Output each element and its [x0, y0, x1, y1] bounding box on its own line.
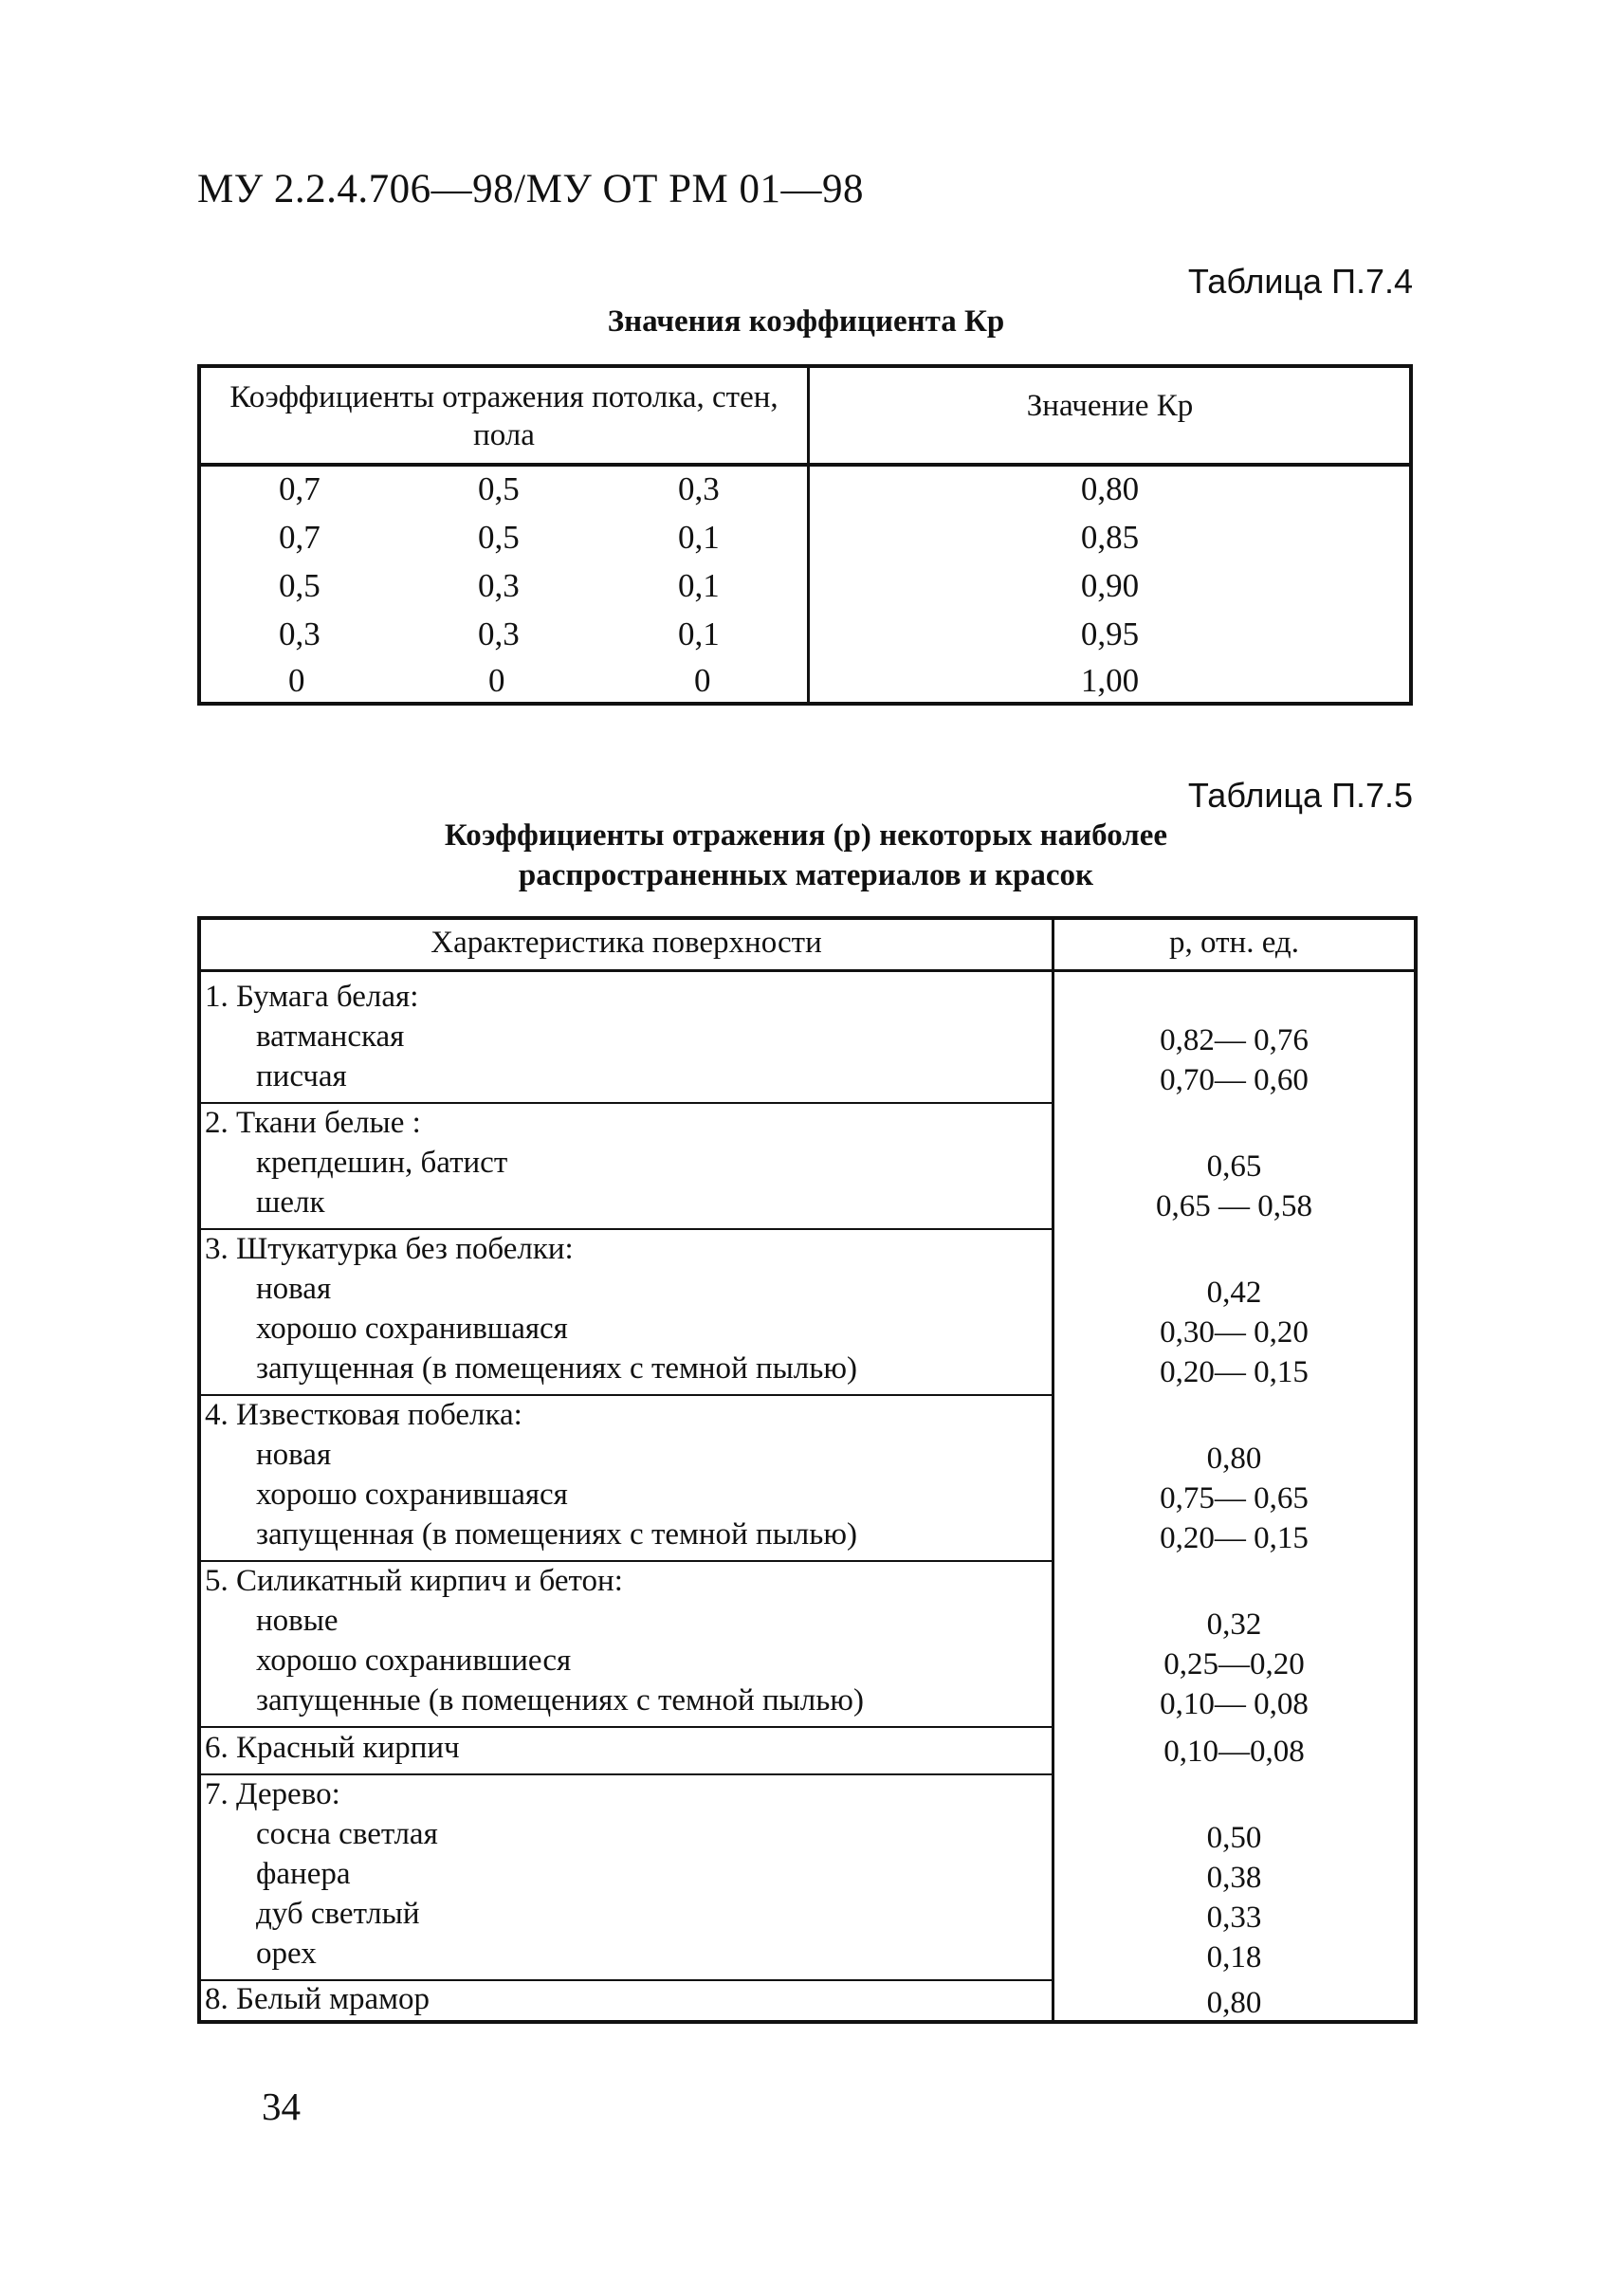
table-7-5-header-left: Характеристика поверхности: [430, 926, 822, 960]
table-row: [201, 1312, 1414, 1351]
table-row: [201, 563, 1409, 612]
floor-coefficient: 0,1: [678, 615, 720, 652]
reflectance-value: 0,20— 0,15: [1160, 1355, 1309, 1389]
reflectance-value: 0,50: [1206, 1821, 1262, 1855]
group-divider: [201, 1228, 1052, 1230]
table-row: [201, 1564, 1414, 1604]
walls-coefficient: 0: [488, 662, 505, 699]
table-row: [201, 1683, 1414, 1723]
table-row: [201, 612, 1409, 660]
surface-label: орех: [256, 1937, 317, 1971]
floor-coefficient: 0,1: [678, 519, 720, 556]
surface-label: крепдешин, батист: [256, 1146, 508, 1180]
kr-value: 0,95: [1080, 615, 1140, 652]
surface-group-label: 7. Дерево:: [205, 1777, 340, 1811]
table-row: [201, 980, 1414, 1019]
kr-value: 0,80: [1080, 470, 1140, 507]
table-row: [201, 467, 1409, 515]
table-row: [201, 1897, 1414, 1937]
ceiling-coefficient: 0,5: [279, 567, 321, 604]
table-row: [201, 1146, 1414, 1185]
group-divider: [201, 1102, 1052, 1104]
reflectance-value: 0,18: [1206, 1940, 1262, 1975]
table-row: [201, 1982, 1414, 2022]
walls-coefficient: 0,5: [478, 470, 520, 507]
table-7-5-caption-line1: Коэффициенты отражения (р) некоторых наиболее: [444, 818, 1168, 853]
group-divider: [201, 1560, 1052, 1562]
table-7-5-number: Таблица П.7.5: [1187, 776, 1413, 815]
kr-value: 1,00: [1080, 662, 1140, 699]
reflectance-value: 0,38: [1206, 1861, 1262, 1895]
table-row: [201, 515, 1409, 563]
document-code: МУ 2.2.4.706—98/МУ ОТ РМ 01—98: [197, 167, 865, 211]
table-row: [201, 1106, 1414, 1146]
surface-group-label: 3. Штукатурка без побелки:: [205, 1232, 574, 1266]
table-7-5-caption-line2: распространенных материалов и красок: [518, 858, 1094, 892]
table-7-4-caption: Значения коэффициента Кр: [607, 304, 1005, 339]
table-row: [201, 1731, 1414, 1771]
table-7-4-number: Таблица П.7.4: [1187, 262, 1413, 301]
floor-coefficient: 0: [694, 662, 711, 699]
table-row: [201, 1185, 1414, 1225]
ceiling-coefficient: 0: [288, 662, 305, 699]
reflectance-value: 0,70— 0,60: [1160, 1063, 1309, 1097]
walls-coefficient: 0,5: [478, 519, 520, 556]
table-row: [201, 1438, 1414, 1478]
table-row: [201, 1019, 1414, 1059]
table-row: [201, 1517, 1414, 1557]
ceiling-coefficient: 0,7: [279, 519, 321, 556]
surface-group-label: 8. Белый мрамор: [205, 1982, 430, 2016]
table-row: [201, 1232, 1414, 1272]
surface-label: новые: [256, 1604, 339, 1638]
group-divider: [201, 1394, 1052, 1396]
surface-group-label: 5. Силикатный кирпич и бетон:: [205, 1564, 623, 1598]
reflectance-value: 0,82— 0,76: [1160, 1023, 1309, 1057]
reflectance-value: 0,32: [1206, 1607, 1262, 1642]
surface-label: шелк: [256, 1185, 325, 1220]
surface-label: хорошо сохранившаяся: [256, 1478, 568, 1512]
ceiling-coefficient: 0,3: [279, 615, 321, 652]
table-7-5-header-divider: [201, 969, 1414, 972]
walls-coefficient: 0,3: [478, 567, 520, 604]
table-row: [201, 1857, 1414, 1897]
table-row: [201, 658, 1409, 707]
table-7-4: [197, 364, 1413, 706]
kr-value: 0,85: [1080, 519, 1140, 556]
reflectance-value: 0,30— 0,20: [1160, 1315, 1309, 1350]
table-row: [201, 1777, 1414, 1817]
ceiling-coefficient: 0,7: [279, 470, 321, 507]
surface-label: писчая: [256, 1059, 347, 1093]
table-7-5-header-right: р, отн. ед.: [1169, 926, 1299, 960]
table-row: [201, 1604, 1414, 1644]
page-number: 34: [262, 2085, 301, 2128]
surface-label: новая: [256, 1272, 332, 1306]
table-row: [201, 1478, 1414, 1517]
reflectance-value: 0,42: [1206, 1276, 1262, 1310]
table-row: [201, 1937, 1414, 1976]
table-row: [201, 1644, 1414, 1683]
table-row: [201, 1351, 1414, 1391]
surface-label: хорошо сохранившаяся: [256, 1312, 568, 1346]
walls-coefficient: 0,3: [478, 615, 520, 652]
floor-coefficient: 0,1: [678, 567, 720, 604]
table-7-4-header-left: Коэффициенты отражения потолка, стен, пола: [229, 380, 779, 452]
reflectance-value: 0,80: [1206, 1442, 1262, 1476]
table-row: [201, 1059, 1414, 1099]
table-row: [201, 1272, 1414, 1312]
table-7-4-header-right: Значение Кр: [1026, 389, 1194, 423]
table-row: [201, 1398, 1414, 1438]
surface-label: запущенные (в помещениях с темной пылью): [256, 1683, 864, 1717]
group-divider: [201, 1979, 1052, 1981]
reflectance-value: 0,10—0,08: [1163, 1735, 1305, 1769]
reflectance-value: 0,65: [1206, 1149, 1262, 1184]
group-divider: [201, 1726, 1052, 1728]
floor-coefficient: 0,3: [678, 470, 720, 507]
reflectance-value: 0,10— 0,08: [1160, 1687, 1309, 1721]
surface-label: дуб светлый: [256, 1897, 420, 1931]
surface-label: хорошо сохранившиеся: [256, 1644, 572, 1678]
surface-label: запущенная (в помещениях с темной пылью): [256, 1517, 857, 1552]
reflectance-value: 0,25—0,20: [1163, 1647, 1305, 1681]
reflectance-value: 0,20— 0,15: [1160, 1521, 1309, 1555]
reflectance-value: 0,33: [1206, 1901, 1262, 1935]
reflectance-value: 0,75— 0,65: [1160, 1481, 1309, 1515]
reflectance-value: 0,65 — 0,58: [1156, 1189, 1312, 1223]
surface-group-label: 2. Ткани белые :: [205, 1106, 421, 1140]
table-row: [201, 1817, 1414, 1857]
surface-group-label: 1. Бумага белая:: [205, 980, 419, 1014]
surface-group-label: 6. Красный кирпич: [205, 1731, 460, 1765]
surface-label: новая: [256, 1438, 332, 1472]
surface-label: фанера: [256, 1857, 351, 1891]
surface-label: запущенная (в помещениях с темной пылью): [256, 1351, 857, 1386]
group-divider: [201, 1773, 1052, 1775]
reflectance-value: 0,80: [1206, 1986, 1262, 2020]
surface-group-label: 4. Известковая побелка:: [205, 1398, 522, 1432]
kr-value: 0,90: [1080, 567, 1140, 604]
surface-label: сосна светлая: [256, 1817, 438, 1851]
table-7-5: [197, 916, 1418, 2024]
surface-label: ватманская: [256, 1019, 405, 1054]
